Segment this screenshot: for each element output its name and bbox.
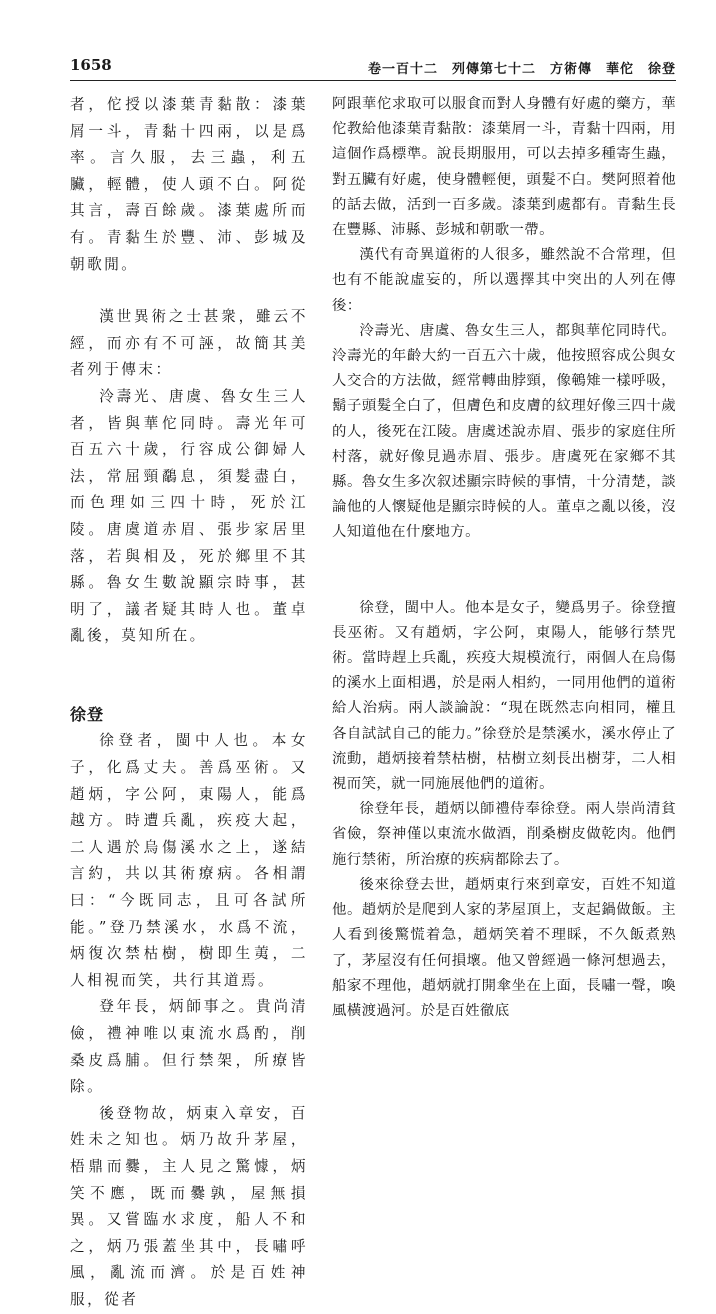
translation-paragraph: 漢代有奇異道術的人很多，雖然說不合常理，但也有不能說虛妄的，所以選擇其中突出的人列在傳後： (332, 247, 676, 314)
translation-paragraph: 徐登，閩中人。他本是女子，變爲男子。徐登擅長巫術。又有趙炳，字公阿，東陽人，能够行禁咒術。當時趕上兵亂，疾疫大規模流行，兩個人在烏傷的溪水上面相遇，於是兩人相約，一同用他們的道術給人治病。兩人談論說：“現在既然志向相同，權且各自試試自己的能力。”徐登於是禁溪水，溪水停止了流動，趙炳接着禁枯樹，枯樹立刻長出樹芽，二人相視而笑，就一同施展他們的道術。 (332, 599, 676, 793)
page-header (70, 54, 676, 81)
spacer (70, 676, 308, 702)
running-head: 卷一百十二 列傳第七十二 方術傳 華佗 徐登 (367, 62, 676, 77)
classical-paragraph: 徐登者，閩中人也。本女子，化爲丈夫。善爲巫術。又趙炳，字公阿，東陽人，能爲越方。時遭兵亂，疾疫大起，二人遇於烏傷溪水之上，遂結言約，共以其術療病。各相謂曰：“今既同志，且可各試所能。”登乃禁溪水，水爲不流，炳復次禁枯樹，樹即生荑，二人相視而笑，共行其道焉。 (70, 732, 308, 989)
classical-paragraph: 登年長，炳師事之。貴尚清儉，禮神唯以東流水爲酌，削桑皮爲脯。但行禁架，所療皆除。 (70, 998, 308, 1096)
classical-text-column (70, 92, 308, 1314)
classical-paragraph: 後登物故，炳東入章安，百姓未之知也。炳乃故升茅屋，梧鼎而爨，主人見之驚懅，炳笑不應，既而爨孰，屋無損異。又嘗臨水求度，船人不和之，炳乃張蓋坐其中，長嘯呼風，亂流而濟。於是百姓神服，從者 (70, 1104, 308, 1308)
translation-paragraph: 徐登年長，趙炳以師禮侍奉徐登。兩人崇尚清貧省儉，祭神僅以東流水做酒，削桑樹皮做乾肉。他們施行禁術，所治療的疾病都除去了。 (332, 801, 676, 868)
translation-paragraph: 泠壽光、唐虞、魯女生三人，都與華佗同時代。泠壽光的年齡大約一百五六十歲，他按照容成公與女人交合的方法做，經常轉曲脖頸，像鵪雉一樣呼吸，鬍子頭髮全白了，但膚色和皮膚的紋理好像三四十歲的人，後死在江陵。唐虞述說赤眉、張步的家庭住所村落，就好像見過赤眉、張步。唐虞死在家鄉不其縣。魯女生多次叙述顯宗時候的事情，十分清楚，談論他的人懷疑他是顯宗時候的人。董卓之亂以後，沒人知道他在什麼地方。 (332, 322, 676, 541)
section-title: 徐登 (70, 704, 105, 724)
spacer (332, 546, 676, 571)
translation-paragraph: 後來徐登去世，趙炳東行來到章安，百姓不知道他。趙炳於是爬到人家的茅屋頂上，支起鍋做飯。主人看到後驚慌着急，趙炳笑着不理睬，不久飯煮熟了，茅屋沒有任何損壞。他又曾經過一條河想過去，船家不理他，趙炳就打開傘坐在上面，長嘯一聲，喚風橫渡過河。於是百姓徹底 (332, 876, 676, 1019)
page-number: 1658 (70, 56, 112, 74)
classical-paragraph: 泠壽光、唐虞、魯女生三人者，皆與華佗同時。壽光年可百五六十歲，行容成公御婦人法，常屈頸鷸息，須髮盡白，而色理如三四十時，死於江陵。唐虞道赤眉、張步家居里落，若與相及，死於鄉里不其縣。魯女生數說顯宗時事，甚明了，議者疑其時人也。董卓亂後，莫知所在。 (70, 387, 308, 645)
spacer (70, 278, 308, 304)
spacer (70, 650, 308, 676)
translation-column (332, 92, 676, 1024)
classical-paragraph: 漢世異術之士甚衆，雖云不經，而亦有不可誣，故簡其美者列于傳末： (70, 308, 308, 379)
page-body (70, 92, 676, 1308)
classical-paragraph: 者，佗授以漆葉青黏散：漆葉屑一斗，青黏十四兩，以是爲率。言久服，去三蟲，利五臟，輕體，使人頭不白。阿從其言，壽百餘歲。漆葉處所而有。青黏生於豐、沛、彭城及朝歌閒。 (70, 96, 308, 273)
spacer (332, 571, 676, 596)
translation-paragraph: 阿跟華佗求取可以服食而對人身體有好處的藥方，華佗教給他漆葉青黏散：漆葉屑一斗，青黏十四兩，用這個作爲標準。說長期服用，可以去掉多種寄生蟲，對五臟有好處，使身體輕便，頭髮不白。樊阿照着他的話去做，活到一百多歲。漆葉到處都有。青黏生長在豐縣、沛縣、彭城和朝歌一帶。 (332, 96, 676, 239)
